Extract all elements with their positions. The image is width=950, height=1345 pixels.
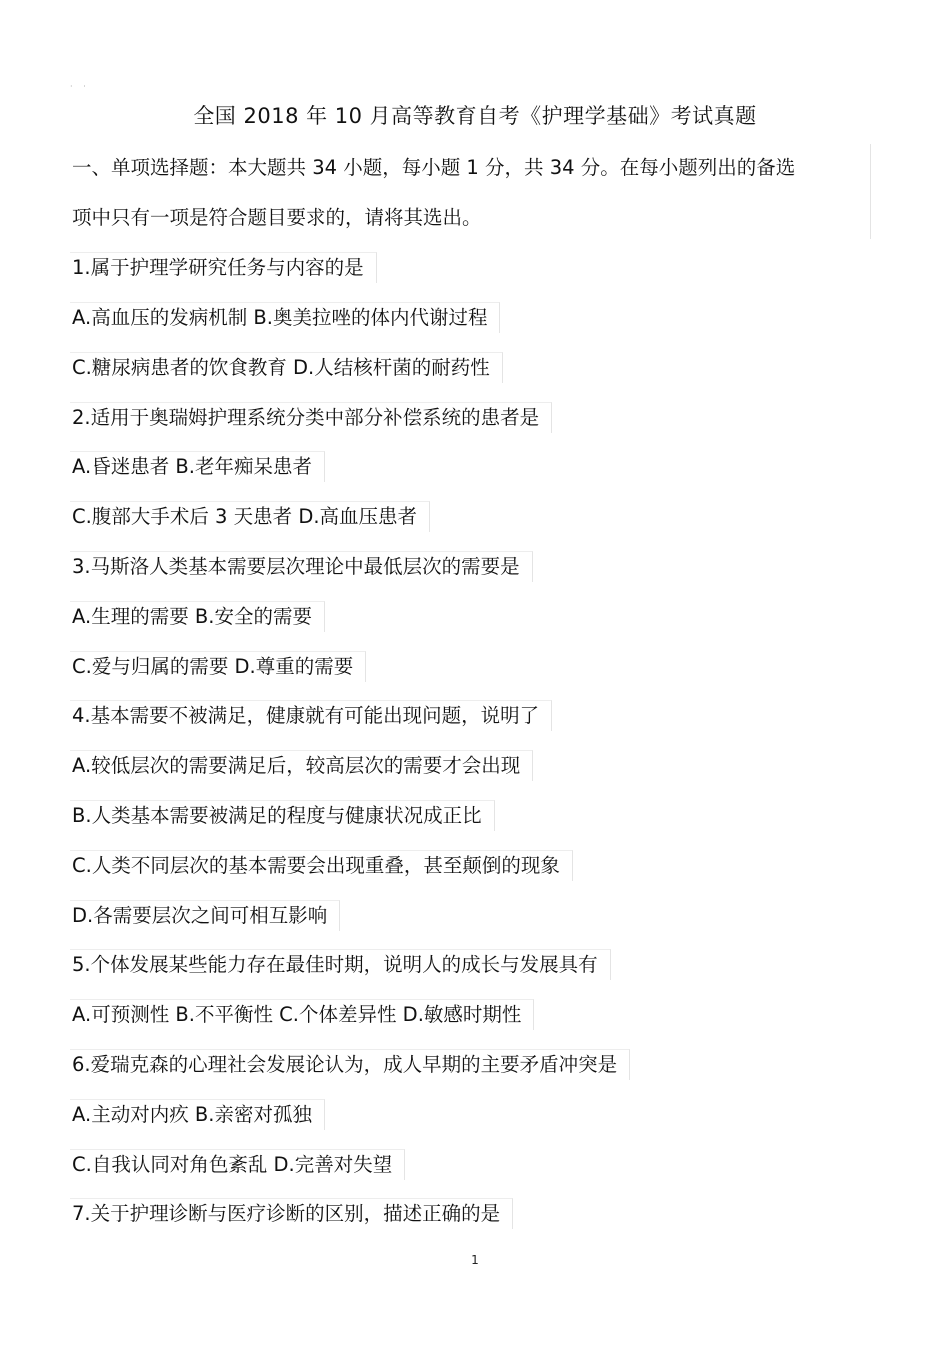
question-4-stem: 4.基本需要不被满足，健康就有可能出现问题，说明了 xyxy=(70,700,552,731)
section-instructions xyxy=(70,144,871,239)
question-5-stem: 5.个体发展某些能力存在最佳时期，说明人的成长与发展具有 xyxy=(70,949,611,980)
section-heading-line2: 项中只有一项是符合题目要求的，请将其选出。 xyxy=(72,206,482,229)
question-1-stem: 1.属于护理学研究任务与内容的是 xyxy=(70,252,377,283)
question-7-stem: 7.关于护理诊断与医疗诊断的区别，描述正确的是 xyxy=(70,1198,513,1229)
question-2-stem: 2.适用于奥瑞姆护理系统分类中部分补偿系统的患者是 xyxy=(70,402,552,433)
question-4-option-a: A.较低层次的需要满足后，较高层次的需要才会出现 xyxy=(70,750,533,781)
question-3-stem: 3.马斯洛人类基本需要层次理论中最低层次的需要是 xyxy=(70,551,533,582)
question-6-options-ab: A.主动对内疚 B.亲密对孤独 xyxy=(70,1099,325,1130)
question-6-options-cd: C.自我认同对角色紊乱 D.完善对失望 xyxy=(70,1149,405,1180)
question-4-option-d: D.各需要层次之间可相互影响 xyxy=(70,900,340,931)
question-1-options-cd: C.糖尿病患者的饮食教育 D.人结核杆菌的耐药性 xyxy=(70,352,503,383)
question-1-options-ab: A.高血压的发病机制 B.奥美拉唑的体内代谢过程 xyxy=(70,302,500,333)
page-number: 1 xyxy=(471,1253,479,1267)
question-3-options-cd: C.爱与归属的需要 D.尊重的需要 xyxy=(70,651,366,682)
question-4-option-b: B.人类基本需要被满足的程度与健康状况成正比 xyxy=(70,800,495,831)
question-5-options: A.可预测性 B.不平衡性 C.个体差异性 D.敏感时期性 xyxy=(70,999,534,1030)
exam-title: 全国 2018 年 10 月高等教育自考《护理学基础》考试真题 xyxy=(193,104,757,128)
section-heading-line1: 一、单项选择题：本大题共 34 小题，每小题 1 分，共 34 分。在每小题列出的备选 xyxy=(72,156,796,179)
question-4-option-c: C.人类不同层次的基本需要会出现重叠，甚至颠倒的现象 xyxy=(70,850,573,881)
question-2-options-cd: C.腹部大手术后 3 天患者 D.高血压患者 xyxy=(70,501,430,532)
question-3-options-ab: A.生理的需要 B.安全的需要 xyxy=(70,601,325,632)
corner-mark: · · xyxy=(70,82,90,91)
question-6-stem: 6.爱瑞克森的心理社会发展论认为，成人早期的主要矛盾冲突是 xyxy=(70,1049,630,1080)
question-2-options-ab: A.昏迷患者 B.老年痴呆患者 xyxy=(70,451,325,482)
